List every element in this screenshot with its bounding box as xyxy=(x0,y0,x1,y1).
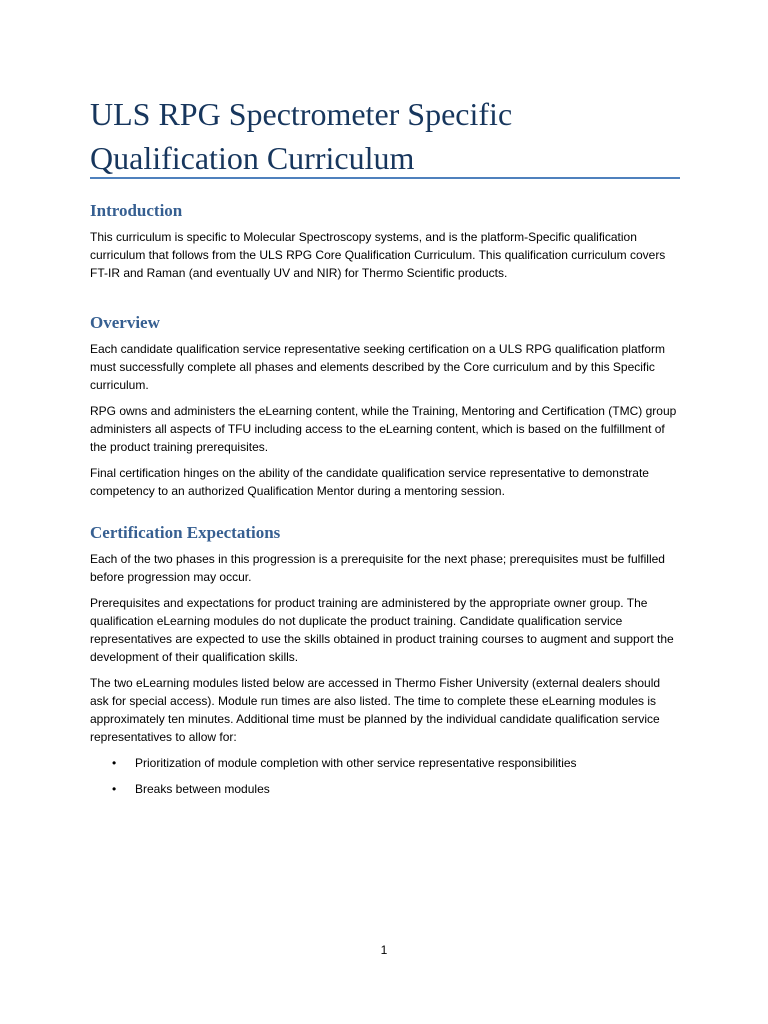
section-heading-certification-expectations: Certification Expectations xyxy=(90,523,281,542)
list-item-text: Prioritization of module completion with other service representative responsibilities xyxy=(135,756,577,770)
list-item xyxy=(90,754,680,772)
overview-paragraph: Final certification hinges on the ability of the candidate qualification service representative to demonstrate competency to an authorized Qualification Mentor during a mentoring session. xyxy=(90,466,649,498)
list-item-text: Breaks between modules xyxy=(135,782,270,796)
list-item xyxy=(90,780,680,798)
overview-paragraph: Each candidate qualification service representative seeking certification on a ULS RPG qualification platform must successfully complete all phases and elements described by the Core curriculum and by this Specific curriculum. xyxy=(90,342,665,392)
introduction-paragraph: This curriculum is specific to Molecular Spectroscopy systems, and is the platform-Specific qualification curriculum that follows from the ULS RPG Core Qualification Curriculum. This qualification curriculum covers FT-IR and Raman (and eventually UV and NIR) for Thermo Scientific products. xyxy=(90,230,666,280)
page-number: 1 xyxy=(380,943,388,957)
overview-paragraph: RPG owns and administers the eLearning content, while the Training, Mentoring and Certification (TMC) group administers all aspects of TFU including access to the eLearning content, which is based on the fulfillment of the product training prerequisites. xyxy=(90,404,677,454)
certification-paragraph: Prerequisites and expectations for product training are administered by the appropriate owner group. The qualification eLearning modules do not duplicate the product training. Candidate qualification service representatives are expected to use the skills obtained in product training courses to augment and support the development of their qualification skills. xyxy=(90,596,674,664)
certification-paragraph: The two eLearning modules listed below are accessed in Thermo Fisher University (external dealers should ask for special access). Module run times are also listed. The time to complete these eLearning modules is approximately ten minutes. Additional time must be planned by the individual candidate qualification service representatives to allow for: xyxy=(90,676,661,744)
section-introduction xyxy=(90,200,680,282)
document-title: ULS RPG Spectrometer Specific Qualification Curriculum xyxy=(90,96,513,176)
bullet-icon: • xyxy=(112,782,117,796)
certification-paragraph: Each of the two phases in this progression is a prerequisite for the next phase; prerequisites must be fulfilled before progression may occur. xyxy=(90,552,665,584)
section-heading-overview: Overview xyxy=(90,313,160,332)
title-divider xyxy=(90,177,680,179)
section-heading-introduction: Introduction xyxy=(90,201,183,220)
bullet-list xyxy=(90,754,680,798)
section-overview xyxy=(90,312,680,500)
bullet-icon: • xyxy=(112,756,117,770)
document-body xyxy=(90,200,680,820)
section-certification-expectations xyxy=(90,522,680,798)
